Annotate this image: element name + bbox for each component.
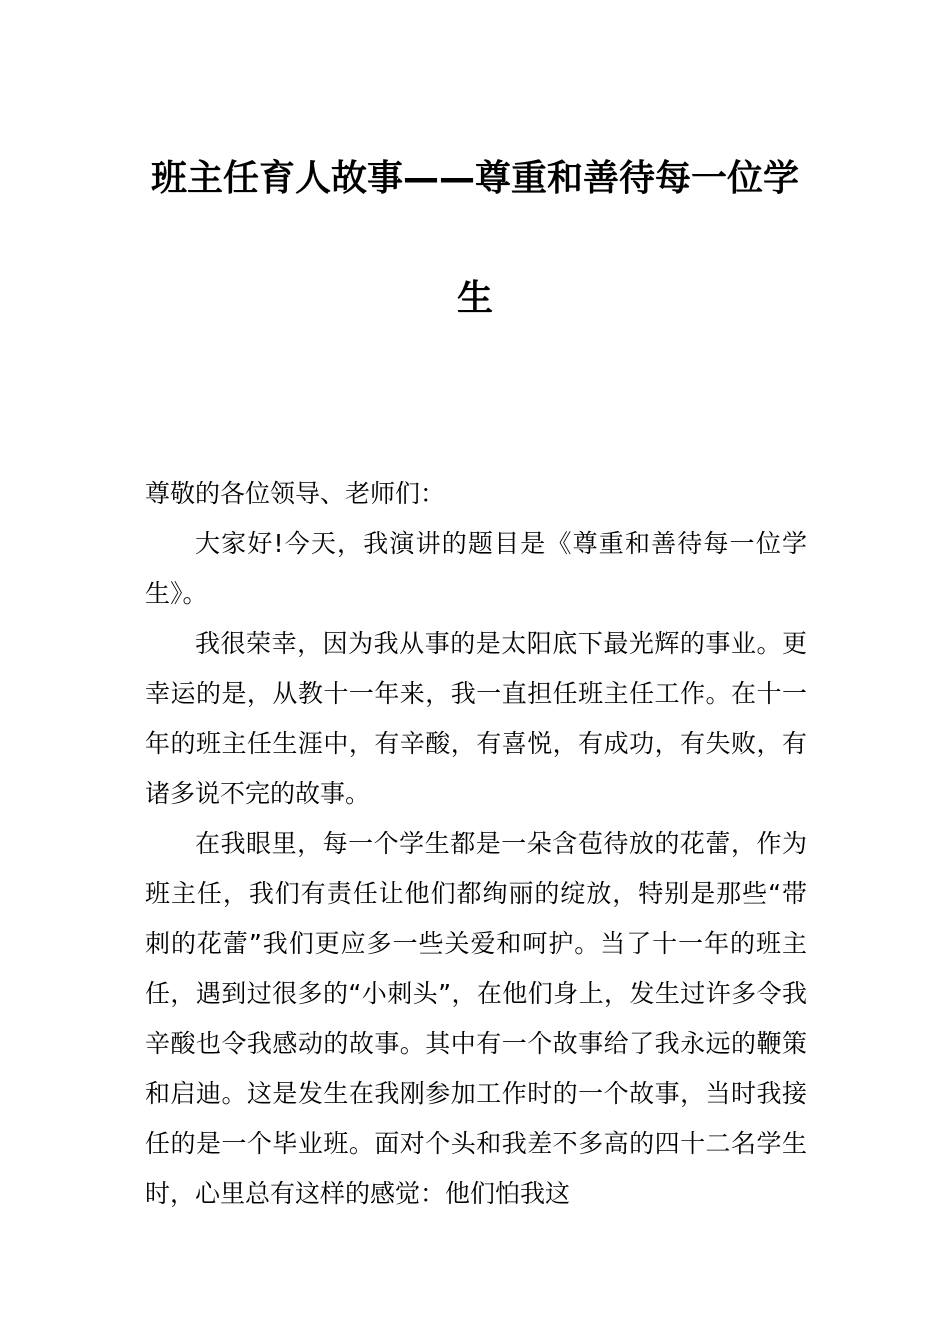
- paragraph-1: 大家好!今天，我演讲的题目是《尊重和善待每一位学生》。: [145, 529, 807, 608]
- document-body: [145, 469, 807, 1219]
- paragraph-2: 我很荣幸，因为我从事的是太阳底下最光辉的事业。更幸运的是，从教十一年来，我一直担任班主任工作。在十一年的班主任生涯中，有辛酸，有喜悦，有成功，有失败，有诸多说不完的故事。: [145, 629, 807, 808]
- document-title-line-1: 班主任育人故事——尊重和善待每一位学: [150, 158, 799, 199]
- document-title-line-2: 生: [456, 278, 493, 319]
- salutation: 尊敬的各位领导、老师们：: [145, 479, 446, 508]
- paragraph-3: 在我眼里，每一个学生都是一朵含苞待放的花蕾，作为班主任，我们有责任让他们都绚丽的绽放，特别是那些“带刺的花蕾”我们更应多一些关爱和呵护。当了十一年的班主任，遇到过很多的“小刺头”，在他们身上，发生过许多令我辛酸也令我感动的故事。其中有一个故事给了我永远的鞭策和启迪。这是发生在我刚参加工作时的一个故事，当时我接任的是一个毕业班。面对个头和我差不多高的四十二名学生时，心里总有这样的感觉：他们怕我这: [145, 829, 807, 1208]
